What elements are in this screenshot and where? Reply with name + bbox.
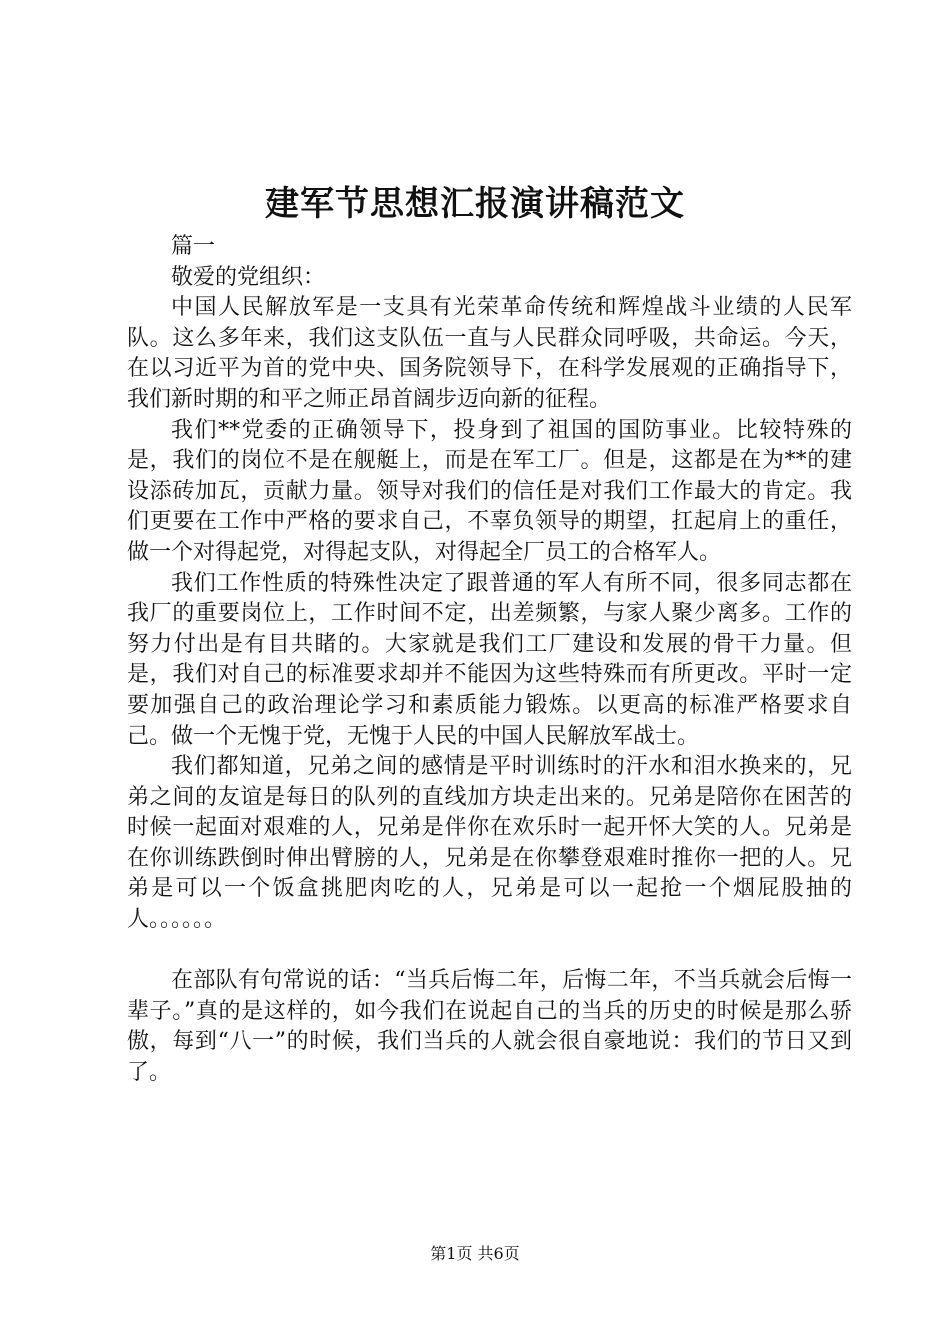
paragraph: 我们工作性质的特殊性决定了跟普通的军人有所不同，很多同志都在我厂的重要岗位上，工作时间不定，出差频繁，与家人聚少离多。工作的努力付出是有目共睹的。大家就是我们工厂建设和发展的骨干力量。但是，我们对自己的标准要求却并不能因为这些特殊而有所更改。平时一定要加强自己的政治理论学习和素质能力锻炼。以更高的标准严格要求自己。做一个无愧于党，无愧于人民的中国人民解放军战士。	[127, 570, 852, 749]
section-label: 篇一	[171, 234, 216, 259]
paragraph: 中国人民解放军是一支具有光荣革命传统和辉煌战斗业绩的人民军队。这么多年来，我们这支队伍一直与人民群众同呼吸，共命运。今天，在以习近平为首的党中央、国务院领导下，在科学发展观的正确指导下，我们新时期的和平之师正昂首阔步迈向新的征程。	[127, 295, 852, 412]
salutation: 敬爱的党组织：	[171, 264, 326, 290]
document-title: 建军节思想汇报演讲稿范文	[265, 184, 685, 224]
page-footer: 第1页 共6页	[430, 1244, 520, 1263]
paragraph: 在部队有句常说的话：“当兵后悔二年，后悔二年，不当兵就会后悔一辈子。”真的是这样的，如今我们在说起自己的当兵的历史的时候是那么骄傲，每到“八一”的时候，我们当兵的人就会很自豪地说：我们的节日又到了。	[127, 968, 852, 1086]
paragraph: 我们都知道，兄弟之间的感情是平时训练时的汗水和泪水换来的，兄弟之间的友谊是每日的队列的直线加方块走出来的。兄弟是陪你在困苦的时候一起面对艰难的人，兄弟是伴你在欢乐时一起开怀大笑的人。兄弟是在你训练跌倒时伸出臂膀的人，兄弟是在你攀登艰难时推你一把的人。兄弟是可以一个饭盒挑肥肉吃的人，兄弟是可以一起抢一个烟屁股抽的人。。。。。。	[127, 754, 852, 933]
paragraph: 我们**党委的正确领导下，投身到了祖国的国防事业。比较特殊的是，我们的岗位不是在舰艇上，而是在军工厂。但是，这都是在为**的建设添砖加瓦，贡献力量。领导对我们的信任是对我们工作最大的肯定。我们更要在工作中严格的要求自己，不辜负领导的期望，扛起肩上的重任，做一个对得起党，对得起支队，对得起全厂员工的合格军人。	[127, 417, 852, 565]
blank-line	[127, 936, 852, 967]
document-body	[127, 232, 852, 1089]
